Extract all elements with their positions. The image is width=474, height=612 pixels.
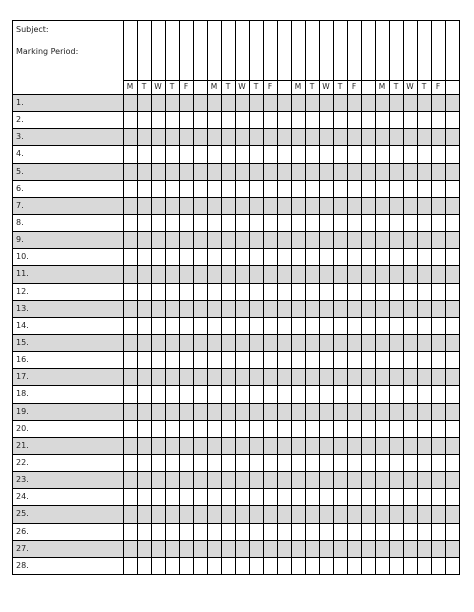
row-divider-line — [12, 197, 460, 198]
day-header-w: W — [406, 82, 414, 91]
column-divider-line — [277, 20, 278, 575]
row-divider-line — [12, 523, 460, 524]
day-header-w: W — [238, 82, 246, 91]
column-divider-line — [249, 20, 250, 575]
column-divider-line — [347, 20, 348, 575]
day-header-f: F — [183, 82, 189, 91]
column-divider-line — [417, 20, 418, 575]
day-header-f: F — [435, 82, 441, 91]
row-divider-line — [12, 283, 460, 284]
column-divider-line — [151, 20, 152, 575]
row-number-label: 27. — [16, 543, 29, 553]
column-divider-line — [431, 20, 432, 575]
row-number-label: 20. — [16, 423, 29, 433]
day-header-t: T — [337, 82, 343, 91]
day-header-t: T — [393, 82, 399, 91]
day-header-m: M — [210, 82, 218, 91]
row-number-label: 14. — [16, 320, 29, 330]
row-divider-line — [12, 334, 460, 335]
row-number-label: 8. — [16, 218, 24, 227]
column-divider-line — [221, 20, 222, 575]
column-divider-line — [361, 20, 362, 575]
column-divider-line — [165, 20, 166, 575]
row-divider-line — [12, 488, 460, 489]
column-divider-line — [375, 20, 376, 575]
day-header-f: F — [267, 82, 273, 91]
row-divider-line — [12, 471, 460, 472]
row-number-label: 23. — [16, 475, 29, 485]
day-header-t: T — [169, 82, 175, 91]
column-divider-line — [207, 20, 208, 575]
left-border-line — [12, 20, 13, 575]
row-number-label: 28. — [16, 560, 29, 570]
row-number-label: 26. — [16, 526, 29, 536]
day-header-w: W — [322, 82, 330, 91]
column-divider-line — [235, 20, 236, 575]
row-number-label: 5. — [16, 166, 24, 176]
row-number-label: 19. — [16, 406, 29, 416]
row-number-label: 12. — [16, 286, 29, 296]
row-divider-line — [12, 351, 460, 352]
row-divider-line — [12, 248, 460, 249]
row-divider-line — [12, 385, 460, 386]
row-number-label: 17. — [16, 372, 29, 382]
row-divider-line — [12, 214, 460, 215]
row-divider-line — [12, 111, 460, 112]
row-divider-line — [12, 145, 460, 146]
column-divider-line — [193, 20, 194, 575]
column-divider-line — [403, 20, 404, 575]
day-header-t: T — [421, 82, 427, 91]
day-header-t: T — [225, 82, 231, 91]
row-number-label: 21. — [16, 440, 29, 450]
row-number-label: 18. — [16, 389, 29, 399]
row-divider-line — [12, 403, 460, 404]
column-divider-line — [459, 20, 460, 575]
row-divider-line — [12, 300, 460, 301]
row-divider-line — [12, 540, 460, 541]
column-divider-line — [333, 20, 334, 575]
row-number-label: 16. — [16, 355, 29, 365]
column-divider-line — [137, 20, 138, 575]
row-number-label: 10. — [16, 252, 29, 262]
row-divider-line — [12, 454, 460, 455]
day-header-t: T — [253, 82, 259, 91]
row-number-label: 1. — [16, 98, 24, 107]
row-divider-line — [12, 557, 460, 558]
row-divider-line — [12, 574, 460, 575]
day-header-m: M — [294, 82, 302, 91]
row-divider-line — [12, 368, 460, 369]
day-header-w: W — [154, 82, 162, 91]
row-divider-line — [12, 265, 460, 266]
subject-label: Subject: — [16, 25, 49, 34]
column-divider-line — [179, 20, 180, 575]
row-number-label: 15. — [16, 338, 29, 347]
row-divider-line — [12, 231, 460, 232]
column-divider-line — [319, 20, 320, 575]
row-number-label: 25. — [16, 509, 29, 519]
marking-period-label: Marking Period: — [16, 47, 79, 56]
row-number-label: 13. — [16, 303, 29, 313]
column-divider-line — [445, 20, 446, 575]
column-divider-line — [305, 20, 306, 575]
row-divider-line — [12, 437, 460, 438]
row-divider-line — [12, 505, 460, 506]
row-number-label: 22. — [16, 458, 29, 467]
column-divider-line — [291, 20, 292, 575]
top-border-line — [12, 20, 460, 21]
row-number-label: 6. — [16, 183, 24, 193]
row-divider-line — [12, 163, 460, 164]
day-header-m: M — [126, 82, 134, 91]
row-number-label: 24. — [16, 492, 29, 502]
header-bottom-line — [12, 94, 460, 95]
day-header-m: M — [378, 82, 386, 91]
row-divider-line — [12, 317, 460, 318]
row-divider-line — [12, 420, 460, 421]
row-number-label: 11. — [16, 269, 29, 279]
day-header-f: F — [351, 82, 357, 91]
column-divider-line — [389, 20, 390, 575]
row-divider-line — [12, 180, 460, 181]
day-header-t: T — [141, 82, 147, 91]
row-number-label: 9. — [16, 235, 24, 245]
row-number-label: 3. — [16, 132, 24, 142]
day-header-t: T — [309, 82, 315, 91]
row-number-label: 2. — [16, 115, 24, 125]
row-divider-line — [12, 128, 460, 129]
column-divider-line — [263, 20, 264, 575]
column-divider-line — [123, 20, 124, 575]
row-number-label: 7. — [16, 200, 24, 210]
row-number-label: 4. — [16, 149, 24, 159]
